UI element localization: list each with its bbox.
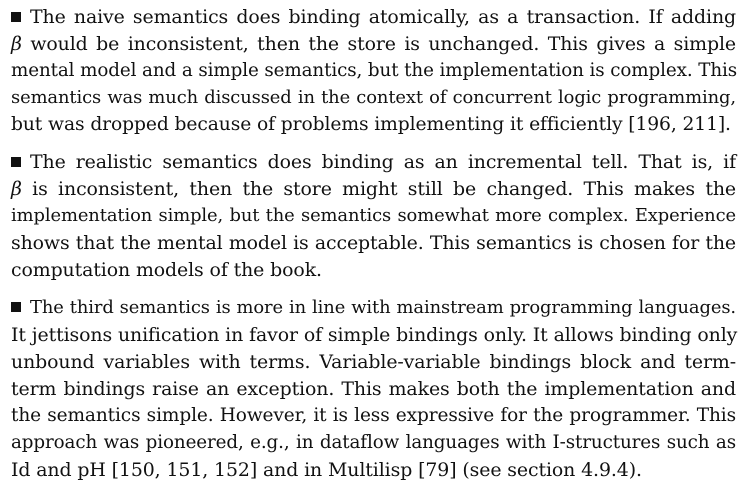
bullet-item-3-line-6: approach was pioneered, e.g., in dataflow languages with I-structures such as [11, 432, 736, 453]
bullet-icon [11, 12, 21, 22]
bullet-icon [11, 157, 21, 167]
bullet-item-3-line-7: Id and pH [150, 151, 152] and in Multilisp [79] (see section 4.9.4). [11, 459, 642, 481]
bullet-item-2-line-2: β is inconsistent, then the store might still be changed. This makes the [11, 178, 736, 200]
beta-symbol: β [11, 178, 22, 200]
bullet-item-1-line-3: mental model and a simple semantics, but the implementation is complex. This [11, 60, 738, 81]
bullet-item-3-line-3: unbound variables with terms. Variable-variable bindings block and term- [11, 351, 736, 373]
bullet-item-2-line-4: shows that the mental model is acceptable. This semantics is chosen for the [11, 232, 736, 254]
bullet-item-1-line-1: The naive semantics does binding atomically, as a transaction. If adding [11, 4, 736, 30]
bullet-item-3-line-4: term bindings raise an exception. This makes both the implementation and [11, 378, 736, 400]
bullet-item-2-line-1: The realistic semantics does binding as an incremental tell. That is, if [11, 149, 736, 175]
bullet-item-1-line-5: but was dropped because of problems implementing it efficiently [196, 211]. [11, 114, 731, 135]
bullet-item-1-line-4: semantics was much discussed in the context of concurrent logic programming, [11, 87, 736, 108]
bullet-item-3-line-1: The third semantics is more in line with mainstream programming languages. [11, 295, 736, 321]
bullet-icon [11, 302, 21, 312]
bullet-item-1-line-2: β would be inconsistent, then the store is unchanged. This gives a simple [11, 33, 736, 55]
bullet-item-3-line-2: It jettisons unification in favor of simple bindings only. It allows binding only [11, 324, 738, 346]
beta-symbol: β [11, 33, 22, 55]
bullet-item-2-line-3: implementation simple, but the semantics somewhat more complex. Experience [11, 205, 736, 226]
bullet-item-2-line-5: computation models of the book. [11, 259, 322, 281]
bullet-item-3-line-5: the semantics simple. However, it is less expressive for the programmer. This [11, 405, 736, 426]
